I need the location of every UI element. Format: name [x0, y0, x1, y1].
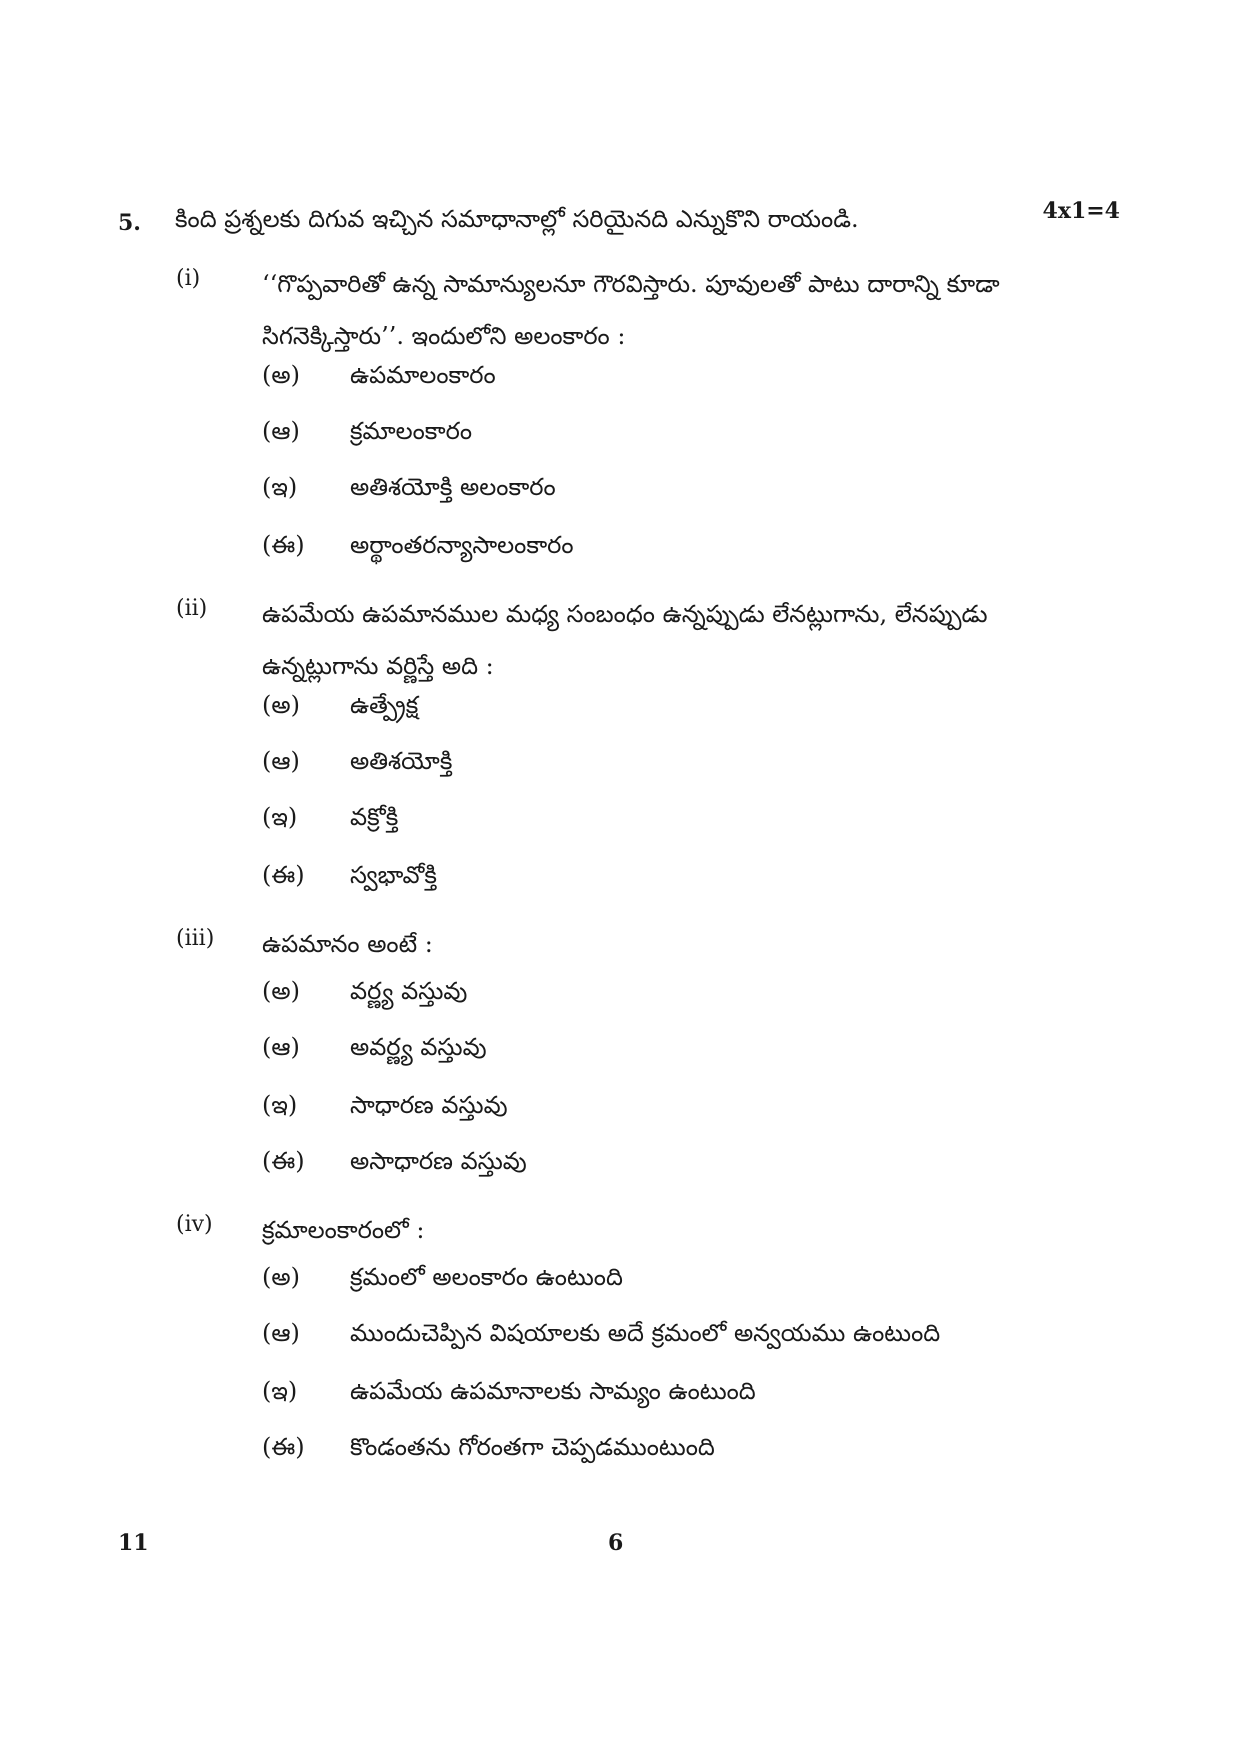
option-label: (అ)	[262, 977, 300, 1005]
option-label: (అ)	[262, 1263, 300, 1291]
option-item	[262, 528, 574, 562]
option-text: అవర్ణ్య వస్తువు	[350, 1033, 487, 1061]
page-number: 6	[608, 1530, 624, 1556]
option-item	[262, 1260, 623, 1294]
option-text: అసాధారణ వస్తువు	[350, 1147, 527, 1175]
option-label: (అ)	[262, 691, 300, 719]
option-text: ముందుచెప్పిన విషయాలకు అదే క్రమంలో అన్వయము ఉంటుంది	[350, 1319, 941, 1347]
option-label: (ఆ)	[262, 417, 300, 445]
option-text: ఉపమేయ ఉపమానాలకు సామ్యం ఉంటుంది	[350, 1377, 756, 1405]
option-item	[262, 1374, 756, 1408]
subquestion-number: (iv)	[176, 1212, 213, 1237]
option-item	[262, 974, 467, 1008]
subquestion-stem: ‘‘గొప్పవారితో ఉన్న సామాన్యులనూ గౌరవిస్తారు. పూవులతో పాటు దారాన్ని కూడా సిగనెక్కిస్తారు’’. ఇందులోని అలంకారం :	[262, 270, 1000, 350]
option-text: క్రమాలంకారం	[350, 417, 473, 445]
option-text: క్రమంలో అలంకారం ఉంటుంది	[350, 1263, 623, 1291]
question-number: 5.	[118, 210, 141, 236]
option-item	[262, 800, 398, 834]
option-text: కొండంతను గోరంతగా చెప్పడముంటుంది	[350, 1433, 715, 1461]
option-text: అర్థాంతరన్యాసాలంకారం	[350, 531, 574, 559]
option-label: (ఈ)	[262, 1147, 305, 1175]
option-label: (ఈ)	[262, 531, 305, 559]
subquestion-number: (ii)	[176, 596, 208, 621]
option-label: (ఈ)	[262, 1433, 305, 1461]
option-item	[262, 1088, 508, 1122]
option-text: ఉత్ప్రేక్ష	[350, 691, 419, 719]
question-marks: 4x1=4	[1042, 198, 1120, 224]
option-item	[262, 414, 472, 448]
option-label: (ఆ)	[262, 1319, 300, 1347]
subquestion-number: (i)	[176, 266, 201, 291]
option-label: (ఆ)	[262, 1033, 300, 1061]
option-item	[262, 1144, 527, 1178]
option-label: (ఇ)	[262, 473, 298, 501]
option-item	[262, 1316, 940, 1350]
option-label: (ఇ)	[262, 803, 298, 831]
option-item	[262, 744, 452, 778]
option-item	[262, 858, 437, 892]
option-item	[262, 358, 496, 392]
paper-code: 11	[118, 1530, 149, 1556]
question-instruction: కింది ప్రశ్నలకు దిగువ ఇచ్చిన సమాధానాల్లో సరియైనది ఎన్నుకొని రాయండి.	[175, 205, 859, 233]
option-text: అతిశయోక్తి	[350, 747, 453, 775]
option-text: సాధారణ వస్తువు	[350, 1091, 508, 1119]
option-label: (అ)	[262, 361, 300, 389]
option-item	[262, 470, 556, 504]
subquestion-stem: క్రమాలంకారంలో :	[262, 1216, 425, 1244]
option-label: (ఆ)	[262, 747, 300, 775]
subquestion-stem: ఉపమానం అంటే :	[262, 930, 433, 958]
option-label: (ఇ)	[262, 1377, 298, 1405]
option-text: వర్ణ్య వస్తువు	[350, 977, 468, 1005]
option-text: వక్రోక్తి	[350, 803, 399, 831]
option-label: (ఇ)	[262, 1091, 298, 1119]
subquestion-stem: ఉపమేయ ఉపమానముల మధ్య సంబంధం ఉన్నప్పుడు లేనట్లుగాను, లేనప్పుడు ఉన్నట్లుగాను వర్ణిస్తే అది :	[262, 600, 988, 680]
option-text: అతిశయోక్తి అలంకారం	[350, 473, 556, 501]
option-item	[262, 1430, 715, 1464]
option-label: (ఈ)	[262, 861, 305, 889]
option-item	[262, 1030, 487, 1064]
option-text: ఉపమాలంకారం	[350, 361, 496, 389]
subquestion-number: (iii)	[176, 926, 215, 951]
option-text: స్వభావోక్తి	[350, 861, 437, 889]
option-item	[262, 688, 418, 722]
